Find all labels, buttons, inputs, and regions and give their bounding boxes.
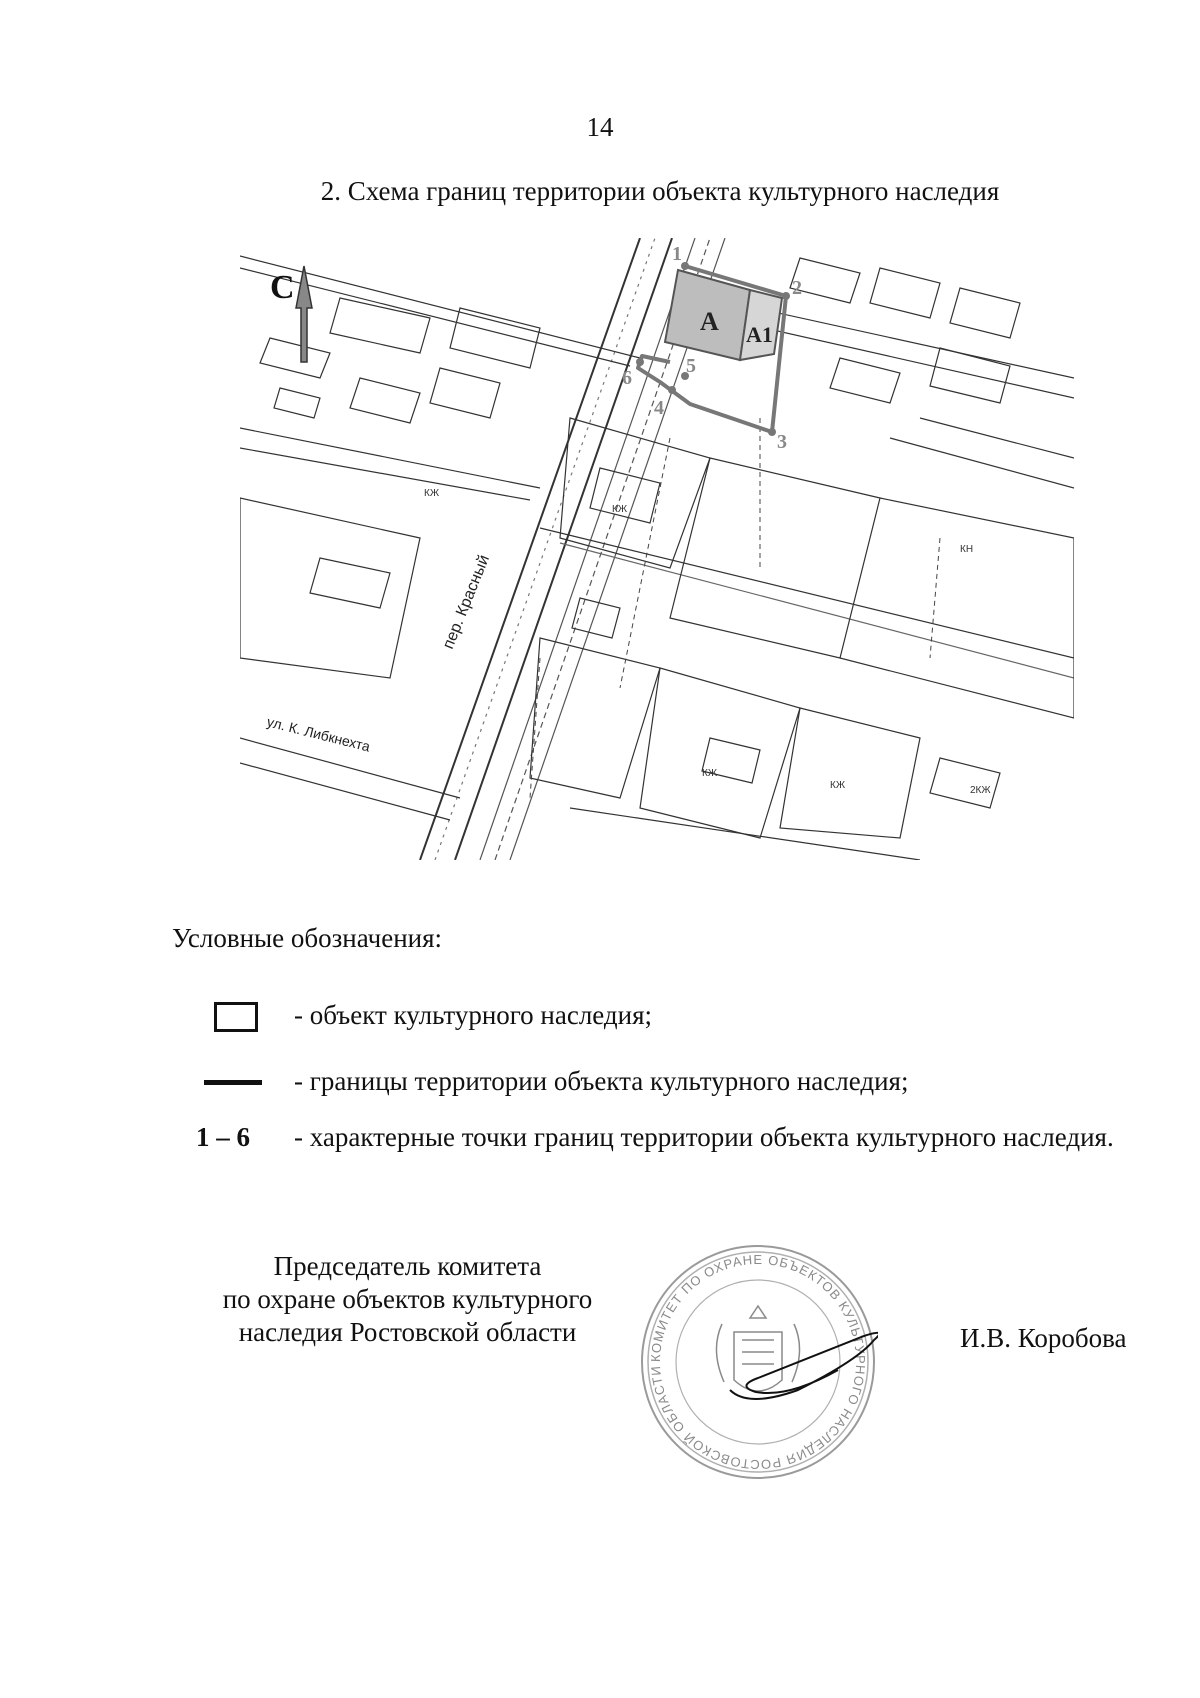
legend-box-symbol <box>214 1002 258 1032</box>
point-label-1: 1 <box>672 243 682 265</box>
point-label-6: 6 <box>622 367 632 389</box>
legend-line-symbol <box>204 1080 262 1085</box>
parcel-label: КЖ <box>424 488 440 499</box>
page-number: 14 <box>586 112 614 142</box>
parcel-label: КЖ <box>702 768 718 779</box>
parcel-label: КЖ <box>830 780 846 791</box>
parcel-label: КЖ <box>612 504 628 515</box>
svg-text:КОМИТЕТ ПО ОХРАНЕ ОБЪЕКТОВ КУЛ <box>648 1252 868 1472</box>
signer-position-line: Председатель комитета <box>273 1251 542 1281</box>
boundary-map <box>240 238 1074 860</box>
north-label: С <box>270 269 295 306</box>
signer-position <box>195 1250 620 1349</box>
object-label-a: А <box>700 307 719 336</box>
parcel-label: 2КЖ <box>970 785 991 796</box>
legend-item-object <box>196 996 1126 1036</box>
legend-heading: Условные обозначения: <box>172 923 443 953</box>
point-label-4: 4 <box>654 397 664 419</box>
point-label-5: 5 <box>686 355 696 377</box>
object-label-a1: А1 <box>746 322 773 347</box>
stamp-text: КОМИТЕТ ПО ОХРАНЕ ОБЪЕКТОВ КУЛЬТУРНОГО НАСЛЕДИЯ РОСТОВСКОЙ ОБЛАСТИ <box>647 1251 869 1473</box>
street-label-liebknecht: ул. К. Либкнехта <box>265 713 372 755</box>
legend-text-object: - объект культурного наследия; <box>294 1000 653 1030</box>
page-title: 2. Схема границ территории объекта культурного наследия <box>320 176 1000 206</box>
signer-name: И.В. Коробова <box>960 1323 1127 1353</box>
parcel-label: КН <box>960 544 974 555</box>
street-label-krasny: пер. Красный <box>439 552 494 652</box>
legend-points-label: 1 – 6 <box>196 1122 250 1152</box>
legend-text-boundary: - границы территории объекта культурного наследия; <box>294 1066 909 1096</box>
legend-item-points <box>196 1118 1126 1198</box>
point-label-2: 2 <box>792 277 802 299</box>
signer-position-line: по охране объектов культурного <box>222 1284 593 1314</box>
point-label-3: 3 <box>777 431 787 453</box>
legend-text-points: - характерные точки границ территории объекта культурного наследия. <box>294 1122 1114 1152</box>
legend-item-boundary <box>196 1062 1126 1102</box>
official-stamp <box>638 1240 878 1485</box>
signer-position-line: наследия Ростовской области <box>238 1317 577 1347</box>
